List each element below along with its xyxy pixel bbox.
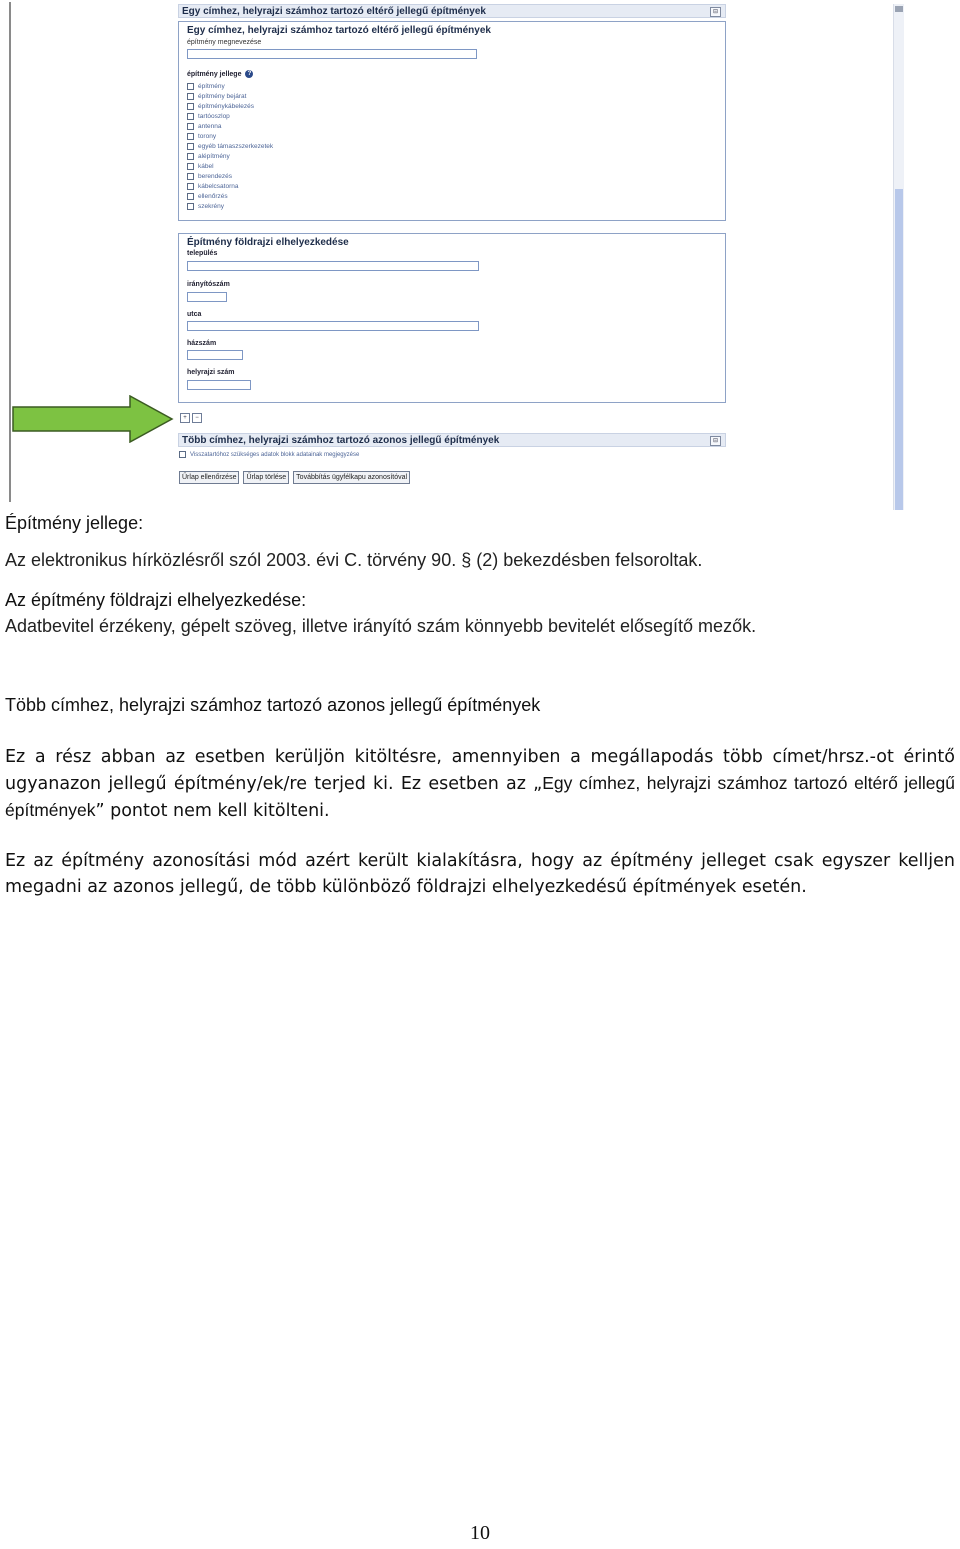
type-option[interactable]: szekrény	[187, 201, 224, 211]
checkbox[interactable]	[187, 143, 194, 150]
checkbox[interactable]	[187, 93, 194, 100]
panel-top-title: Egy címhez, helyrajzi számhoz tartozó eltérő jellegű építmények	[182, 5, 486, 17]
scroll-up-arrow-icon[interactable]	[895, 6, 903, 12]
left-divider	[9, 2, 11, 502]
add-icon[interactable]: +	[180, 413, 190, 423]
checkbox[interactable]	[187, 113, 194, 120]
help-icon[interactable]: ?	[245, 70, 253, 78]
heading-geo-location: Az építmény földrajzi elhelyezkedése:	[5, 590, 307, 610]
group1-legend: Egy címhez, helyrajzi számhoz tartozó eltérő jellegű építmények	[187, 25, 491, 36]
heading-building-type: Építmény jellege:	[5, 513, 144, 533]
remove-icon[interactable]: −	[192, 413, 202, 423]
checkbox[interactable]	[187, 203, 194, 210]
geo-field-label: irányítószám	[187, 281, 230, 288]
type-option[interactable]: antenna	[187, 121, 222, 131]
panel-header-top	[178, 4, 726, 18]
paragraph-multi-address-text-a: Ez a rész abban az esetben kerüljön kitöltésre, amennyiben a megállapodás több címet/hrsz.-ot érintő ugyanazon jellegű építmény/ek/re terjed ki. Ez esetben az „	[5, 747, 955, 794]
checkbox[interactable]	[187, 193, 194, 200]
geo-field-label: utca	[187, 311, 202, 318]
type-option[interactable]: kábel	[187, 161, 214, 171]
scroll-thumb[interactable]	[895, 189, 903, 510]
form-buttons	[179, 471, 410, 484]
checkbox[interactable]	[187, 153, 194, 160]
paragraph-identification: Ez az építmény azonosítási mód azért került kialakításra, hogy az építmény jelleget csak egyszer kelljen megadni az azonos jellegű, de több különböző földrajzi elhelyezkedésű építmények esetén.	[5, 851, 955, 897]
clear-form-button[interactable]: Űrlap törlése	[243, 471, 289, 484]
paragraph-geo-location: Adatbevitel érzékeny, gépelt szöveg, illetve irányító szám könnyebb bevitelét elősegítő mezők.	[5, 616, 757, 636]
save-data-checkbox-row[interactable]	[179, 451, 359, 458]
type-option[interactable]: berendezés	[187, 171, 232, 181]
geo-field-label: helyrajzi szám	[187, 369, 235, 376]
paragraph-multi-address	[5, 744, 955, 824]
collapse-icon[interactable]: ⊟	[710, 436, 721, 446]
type-option[interactable]: torony	[187, 131, 216, 141]
type-option[interactable]: építmény	[187, 81, 225, 91]
type-option[interactable]: alépítmény	[187, 151, 230, 161]
checkbox[interactable]	[187, 183, 194, 190]
type-option[interactable]: egyéb támaszszerkezetek	[187, 141, 273, 151]
panel-bottom-title: Több címhez, helyrajzi számhoz tartozó azonos jellegű építmények	[182, 434, 500, 446]
embedded-form-screenshot	[0, 0, 910, 512]
checkbox[interactable]	[187, 163, 194, 170]
zip-input[interactable]	[187, 292, 227, 302]
checkbox[interactable]	[187, 103, 194, 110]
type-option[interactable]: kábelcsatorna	[187, 181, 238, 191]
street-input[interactable]	[187, 321, 479, 331]
collapse-icon[interactable]: ⊟	[710, 7, 721, 17]
fieldset-building-type	[178, 21, 726, 221]
settlement-input[interactable]	[187, 261, 479, 271]
page-number: 10	[470, 1522, 490, 1544]
type-label: építmény jellege	[187, 70, 242, 78]
fieldset-geo-location	[178, 233, 726, 403]
add-remove-controls	[180, 413, 202, 423]
geo-field-label: házszám	[187, 340, 217, 347]
submit-client-gate-button[interactable]: Továbbítás ügyfélkapu azonosítóval	[293, 471, 410, 484]
checkbox[interactable]	[187, 133, 194, 140]
green-arrow-icon	[12, 395, 174, 443]
checkbox[interactable]	[179, 451, 186, 458]
geo-legend: Építmény földrajzi elhelyezkedése	[187, 237, 349, 248]
type-label-row	[187, 70, 253, 78]
type-option[interactable]: építménykábelezés	[187, 101, 254, 111]
paragraph-multi-address-reference: Egy címhez, helyrajzi számhoz tartozó eltérő jellegű építmények	[5, 773, 955, 820]
name-input[interactable]	[187, 49, 477, 59]
geo-field-label: település	[187, 250, 218, 257]
type-option[interactable]: építmény bejárat	[187, 91, 246, 101]
type-option[interactable]: ellenőrzés	[187, 191, 228, 201]
type-option[interactable]: tartóoszlop	[187, 111, 230, 121]
paragraph-building-type: Az elektronikus hírközlésről szól 2003. évi C. törvény 90. § (2) bekezdésben felsoroltak.	[5, 550, 703, 570]
checkbox[interactable]	[187, 123, 194, 130]
lot-number-input[interactable]	[187, 380, 251, 390]
paragraph-multi-address-text-b: ” pontot nem kell kitölteni.	[95, 801, 330, 821]
heading-multi-address: Több címhez, helyrajzi számhoz tartozó azonos jellegű építmények	[5, 695, 541, 715]
scrollbar[interactable]	[893, 4, 904, 510]
checkbox-label: Visszatartóhoz szükséges adatok blokk adatainak megjegyzése	[190, 451, 360, 458]
checkbox[interactable]	[187, 83, 194, 90]
name-label: építmény megnevezése	[187, 39, 262, 46]
house-number-input[interactable]	[187, 350, 243, 360]
panel-header-bottom	[178, 433, 726, 447]
checkbox[interactable]	[187, 173, 194, 180]
validate-form-button[interactable]: Űrlap ellenőrzése	[179, 471, 239, 484]
